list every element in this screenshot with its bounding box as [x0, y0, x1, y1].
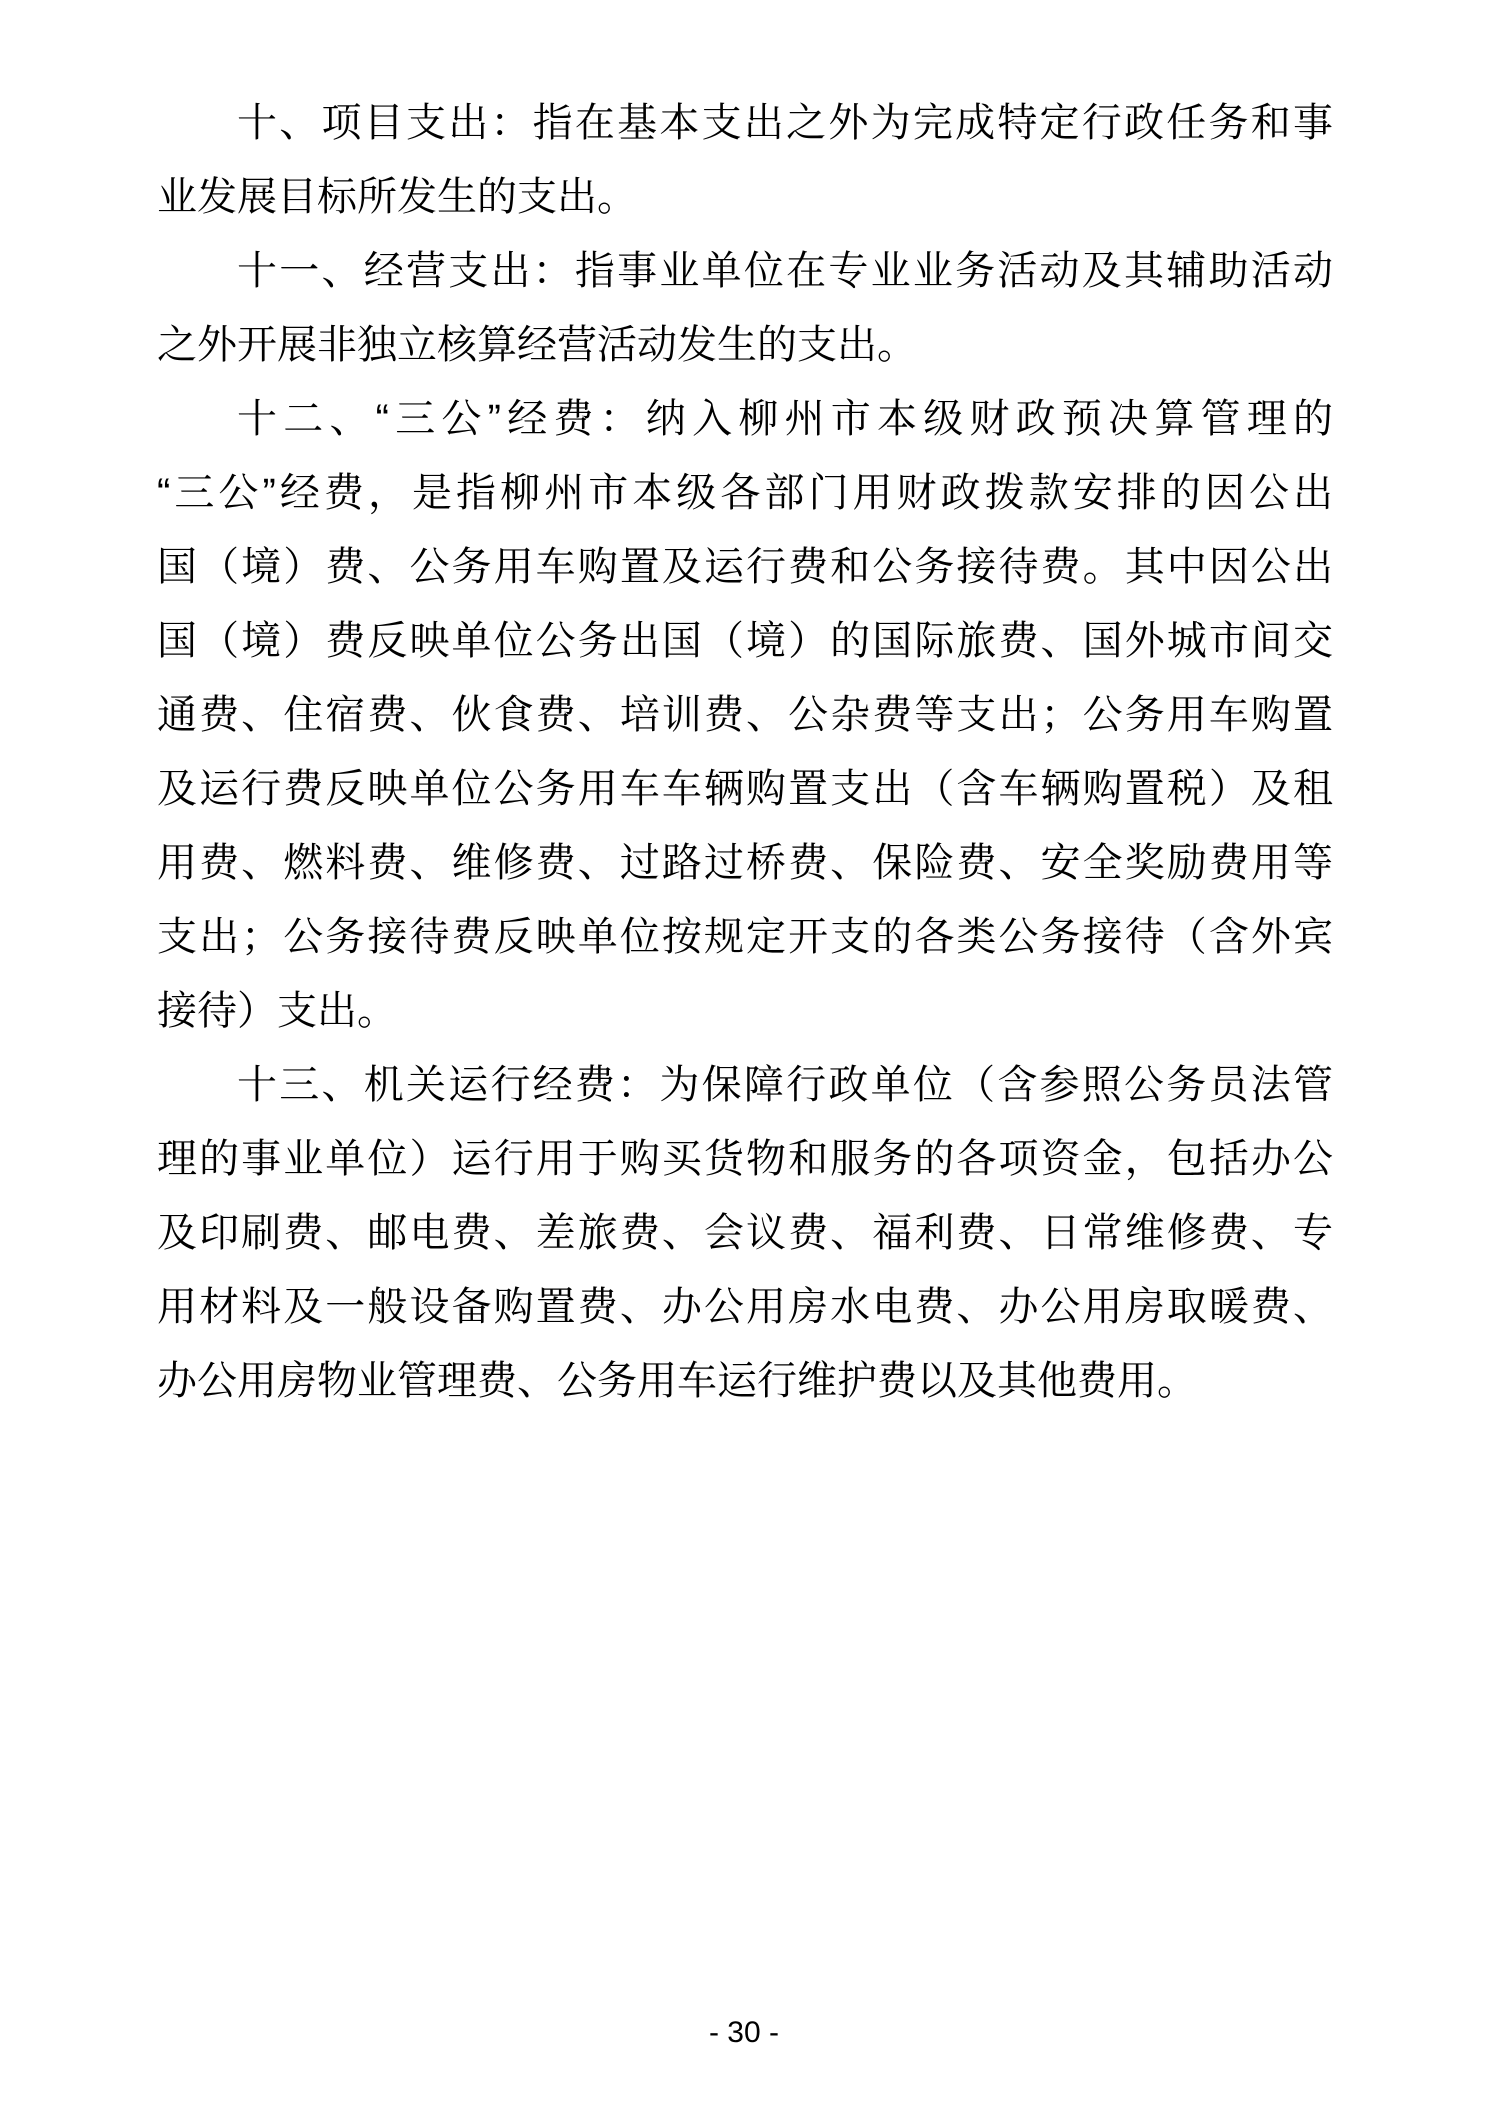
paragraph-item-11 — [157, 234, 1333, 382]
text-line: 十、项目支出：指在基本支出之外为完成特定行政任务和事 — [237, 101, 1333, 145]
text-line: 用材料及一般设备购置费、办公用房水电费、办公用房取暖费、 — [157, 1285, 1333, 1329]
text-line: “三公”经费，是指柳州市本级各部门用财政拨款安排的因公出 — [157, 471, 1333, 515]
text-line: 办公用房物业管理费、公务用车运行维护费以及其他费用。 — [157, 1359, 1197, 1403]
text-line: 理的事业单位）运行用于购买货物和服务的各项资金，包括办公 — [157, 1137, 1333, 1181]
paragraph-item-12 — [157, 382, 1333, 1048]
page-number: - 30 - — [708, 2016, 780, 2049]
document-body — [157, 86, 1333, 1418]
paragraph-item-13 — [157, 1048, 1333, 1418]
text-line: 之外开展非独立核算经营活动发生的支出。 — [157, 323, 917, 367]
text-line: 十二、“三公”经费：纳入柳州市本级财政预决算管理的 — [237, 397, 1333, 441]
text-line: 及运行费反映单位公务用车车辆购置支出（含车辆购置税）及租 — [157, 767, 1333, 811]
text-line: 用费、燃料费、维修费、过路过桥费、保险费、安全奖励费用等 — [157, 841, 1333, 885]
text-line: 通费、住宿费、伙食费、培训费、公杂费等支出；公务用车购置 — [157, 693, 1333, 737]
paragraph-item-10 — [157, 86, 1333, 234]
text-line: 业发展目标所发生的支出。 — [157, 175, 637, 219]
text-line: 十三、机关运行经费：为保障行政单位（含参照公务员法管 — [237, 1063, 1333, 1107]
text-line: 支出；公务接待费反映单位按规定开支的各类公务接待（含外宾 — [157, 915, 1333, 959]
page-footer — [0, 2008, 1488, 2058]
text-line: 国（境）费、公务用车购置及运行费和公务接待费。其中因公出 — [157, 545, 1333, 589]
text-line: 十一、经营支出：指事业单位在专业业务活动及其辅助活动 — [237, 249, 1333, 293]
text-line: 接待）支出。 — [157, 989, 397, 1033]
text-line: 及印刷费、邮电费、差旅费、会议费、福利费、日常维修费、专 — [157, 1211, 1333, 1255]
text-line: 国（境）费反映单位公务出国（境）的国际旅费、国外城市间交 — [157, 619, 1333, 663]
